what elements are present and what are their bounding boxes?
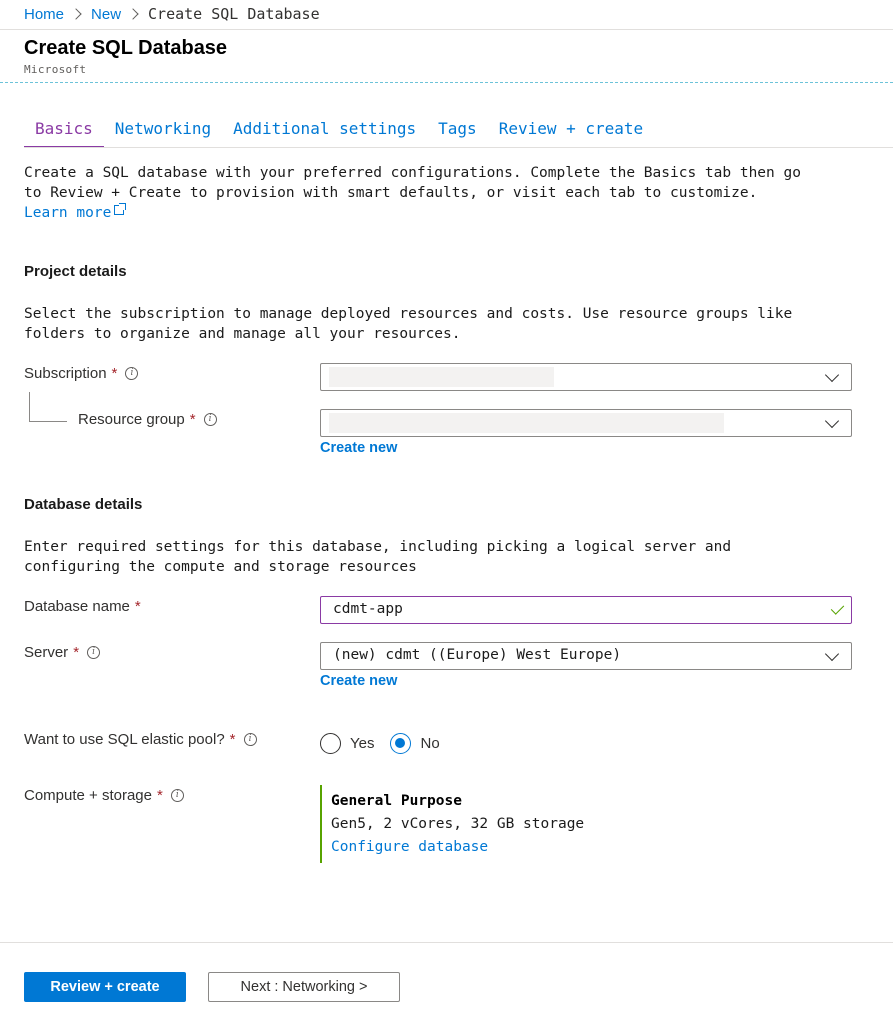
chevron-down-icon (825, 647, 839, 661)
tab-networking[interactable]: Networking (114, 119, 212, 138)
info-icon[interactable]: i (87, 646, 100, 659)
database-desc-line2: configuring the compute and storage resources (24, 559, 417, 575)
elastic-pool-radio-group (320, 733, 456, 754)
server-value: (new) cdmt ((Europe) West Europe) (333, 647, 622, 663)
learn-more-link-wrap[interactable] (24, 203, 124, 223)
server-label-text: Server (24, 644, 69, 661)
database-name-label-text: Database name (24, 598, 130, 615)
publisher-label: Microsoft (24, 63, 87, 76)
breadcrumb-current: Create SQL Database (148, 5, 320, 23)
tab-tags[interactable]: Tags (438, 119, 477, 138)
breadcrumb-new-link[interactable]: New (91, 5, 122, 23)
header-divider (0, 82, 893, 83)
info-icon[interactable]: i (125, 367, 138, 380)
project-details-heading: Project details (24, 263, 127, 280)
compute-spec: Gen5, 2 vCores, 32 GB storage (331, 816, 585, 832)
create-new-resource-group-link[interactable]: Create new (320, 440, 398, 456)
footer-divider (0, 942, 893, 943)
info-icon[interactable]: i (204, 413, 217, 426)
breadcrumb-home-link[interactable]: Home (24, 5, 65, 23)
checkmark-icon (831, 601, 844, 614)
database-desc-line1: Enter required settings for this database, including picking a logical server and (24, 539, 732, 555)
chevron-right-icon (127, 8, 138, 19)
external-link-icon (114, 205, 124, 215)
server-dropdown[interactable] (320, 642, 852, 670)
database-name-input[interactable] (320, 596, 852, 624)
database-name-value: cdmt-app (333, 601, 403, 617)
radio-unchecked-icon[interactable] (320, 733, 341, 754)
radio-checked-icon[interactable] (390, 733, 411, 754)
create-new-server-link[interactable]: Create new (320, 673, 398, 689)
breadcrumb (24, 4, 320, 24)
compute-tier: General Purpose (331, 793, 462, 809)
tab-review-create[interactable]: Review + create (498, 119, 644, 138)
info-icon[interactable]: i (244, 733, 257, 746)
tab-divider (24, 147, 893, 148)
divider (0, 29, 893, 30)
subscription-label-text: Subscription (24, 365, 107, 382)
resource-group-label-text: Resource group (78, 411, 185, 428)
resource-group-label (78, 411, 217, 428)
elastic-pool-no-radio[interactable] (390, 733, 439, 754)
compute-storage-summary (320, 785, 584, 863)
required-marker: * (111, 365, 118, 382)
radio-label-no: No (420, 735, 440, 752)
radio-label-yes: Yes (350, 735, 375, 752)
server-label (24, 644, 100, 661)
required-marker: * (229, 731, 236, 748)
subscription-label (24, 365, 138, 382)
page-title: Create SQL Database (24, 37, 228, 59)
tab-bar (24, 118, 654, 148)
elastic-pool-yes-radio[interactable] (320, 733, 374, 754)
required-marker: * (134, 598, 141, 615)
chevron-right-icon (70, 8, 81, 19)
required-marker: * (73, 644, 80, 661)
database-name-label (24, 598, 141, 615)
intro-text-line2: to Review + Create to provision with smart defaults, or visit each tab to customize. (24, 185, 758, 201)
tree-connector (29, 421, 67, 422)
compute-storage-label (24, 787, 184, 804)
chevron-down-icon (825, 368, 839, 382)
configure-database-link[interactable]: Configure database (331, 839, 489, 855)
elastic-pool-label (24, 731, 257, 748)
database-details-heading: Database details (24, 496, 143, 513)
project-desc-line2: folders to organize and manage all your resources. (24, 326, 461, 342)
tab-additional-settings[interactable]: Additional settings (233, 119, 417, 138)
project-desc-line1: Select the subscription to manage deployed resources and costs. Use resource groups like (24, 306, 793, 322)
next-networking-button[interactable]: Next : Networking > (208, 972, 400, 1002)
resource-group-dropdown[interactable] (320, 409, 852, 437)
tree-connector (29, 392, 30, 421)
required-marker: * (189, 411, 196, 428)
review-create-button[interactable]: Review + create (24, 972, 186, 1002)
intro-text-line1: Create a SQL database with your preferred configurations. Complete the Basics tab then go (24, 165, 801, 181)
chevron-down-icon (825, 414, 839, 428)
resource-group-value-redacted (329, 413, 724, 433)
elastic-pool-label-text: Want to use SQL elastic pool? (24, 731, 225, 748)
subscription-value-redacted (329, 367, 554, 387)
tab-basics[interactable]: Basics (24, 118, 104, 148)
required-marker: * (157, 787, 163, 804)
subscription-dropdown[interactable] (320, 363, 852, 391)
compute-storage-label-text: Compute + storage (24, 787, 152, 804)
learn-more-link[interactable]: Learn more (24, 205, 112, 221)
info-icon[interactable]: i (171, 789, 184, 802)
